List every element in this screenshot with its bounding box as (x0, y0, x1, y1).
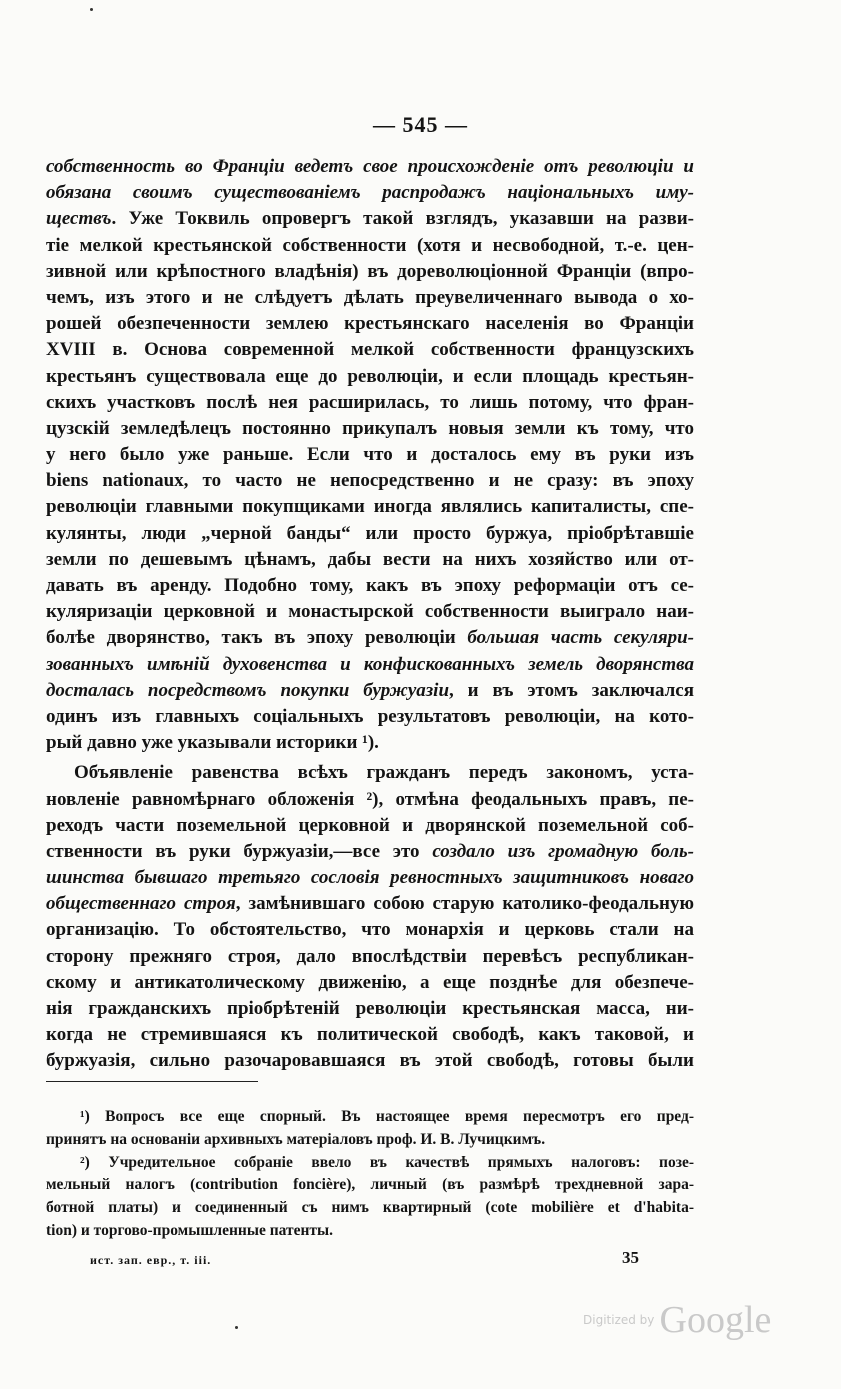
text-line: цузскій земледѣлецъ постоянно прикупалъ новыя земли къ тому, что (46, 417, 694, 439)
text-line: буржуазія, сильно разочаровавшаяся въ этой свободѣ, готовы были (46, 1050, 694, 1072)
text-line: общественнаго строя, замѣнившаго собою старую католико-феодальную (46, 893, 694, 915)
main-text (46, 154, 694, 1075)
text-line: скихъ участковъ послѣ нея расширилась, то лишь потому, что фран- (46, 391, 694, 413)
text-line: одинъ изъ главныхъ соціальныхъ результатовъ революціи, на кото- (46, 705, 694, 727)
digitized-watermark (583, 1298, 771, 1342)
text-line: болѣе дворянство, такъ въ эпоху революціи большая часть секуляри- (46, 627, 694, 649)
footnote-line: ²) Учредительное собраніе ввело въ качествѣ прямыхъ налоговъ: позе- (80, 1153, 694, 1171)
footnote-line: ¹) Вопросъ все еще спорный. Въ настоящее время пересмотръ его пред- (80, 1108, 694, 1125)
text-line: зованныхъ имѣній духовенства и конфискованныхъ земель дворянства (46, 653, 694, 675)
text-line: сторону прежняго строя, дало впослѣдствіи перевѣсъ республикан- (46, 945, 694, 967)
text-line: когда не стремившаяся къ политической свободѣ, какъ таковой, и (46, 1024, 694, 1046)
text-line: biens nationaux, то часто не непосредственно и не сразу: въ эпоху (46, 470, 694, 492)
scan-speck (90, 8, 93, 11)
text-line: крестьянъ существовала еще до революціи, и если площадь крестьян- (46, 365, 694, 387)
scan-speck (235, 1326, 238, 1329)
footnote-line: мельный налогъ (contribution foncière), личный (въ размѣрѣ трехдневной зара- (46, 1176, 694, 1194)
text-line: давать въ аренду. Подобно тому, какъ въ эпоху реформаціи отъ се- (46, 575, 694, 596)
text-line: досталась посредствомъ покупки буржуазіи, и въ этомъ заключался (46, 679, 694, 701)
footnote-line: принятъ на основаніи архивныхъ матеріаловъ проф. И. В. Лучицкимъ. (46, 1130, 546, 1148)
text-line: ществъ. Уже Токвиль опровергъ такой взглядъ, указавши на разви- (46, 208, 694, 230)
text-line: организацію. То обстоятельство, что монархія и церковь стали на (46, 919, 694, 941)
text-line: шинства бывшаго третьяго сословія ревностныхъ защитниковъ новаго (46, 867, 694, 889)
footnotes (46, 1106, 694, 1243)
footnote-line: ботной платы) и соединенный съ нимъ квартирный (cote mobilière et d'habita- (46, 1199, 694, 1217)
text-line: реходъ части поземельной церковной и дворянской поземельной соб- (46, 814, 694, 836)
text-line: тіе мелкой крестьянской собственности (хотя и несвободной, т.-е. цен- (46, 234, 694, 256)
text-line: скому и антикатолическому движенію, а еще позднѣе для обезпече- (46, 971, 694, 993)
text-line: чемъ, изъ этого и не слѣдуетъ дѣлать преувеличеннаго вывода о хо- (46, 286, 694, 308)
text-line: у него было уже раньше. Если что и досталось ему въ руки изъ (46, 444, 694, 466)
footnote-divider (46, 1081, 258, 1082)
text-line: зивной или крѣпостного владѣнія) въ дореволюціонной Франціи (впро- (46, 260, 694, 282)
text-line: куляризаціи церковной и монастырской собственности выиграло наи- (46, 601, 694, 623)
text-line: рошей обезпеченности землею крестьянскаго населенія во Франціи (46, 313, 694, 335)
footnote-line: tion) и торгово-промышленные патенты. (46, 1221, 333, 1239)
signature-mark: ист. зап. евр., т. ііі. (90, 1253, 212, 1267)
text-line: собственность во Франціи ведетъ свое происхожденіе отъ революціи и (46, 156, 694, 177)
sheet-number: 35 (622, 1248, 639, 1267)
text-line: XVIII в. Основа современной мелкой собственности французскихъ (46, 339, 694, 361)
text-line: рый давно уже указывали историки ¹). (46, 732, 379, 754)
text-line: нія гражданскихъ пріобрѣтеній революціи крестьянская масса, ни- (46, 998, 694, 1019)
text-line: революціи главными покупщиками иногда являлись капиталисты, спе- (46, 496, 694, 518)
text-line: обязана своимъ существованіемъ распродажъ національныхъ иму- (46, 182, 694, 204)
text-line: ственности въ руки буржуазіи,—все это создало изъ громадную боль- (46, 840, 694, 862)
page-number: — 545 — (373, 112, 468, 137)
text-line: кулянты, люди „черной банды“ или просто буржуа, пріобрѣтавшіе (46, 522, 694, 544)
text-line: новленіе равномѣрнаго обложенія ²), отмѣна феодальныхъ правъ, пе- (46, 788, 694, 810)
text-line: земли по дешевымъ цѣнамъ, дабы вести на нихъ хозяйство или от- (46, 548, 694, 570)
watermark-prefix: Digitized by (583, 1313, 655, 1327)
google-logo: Google (659, 1299, 772, 1341)
text-line: Объявленіе равенства всѣхъ гражданъ передъ закономъ, уста- (74, 762, 694, 784)
